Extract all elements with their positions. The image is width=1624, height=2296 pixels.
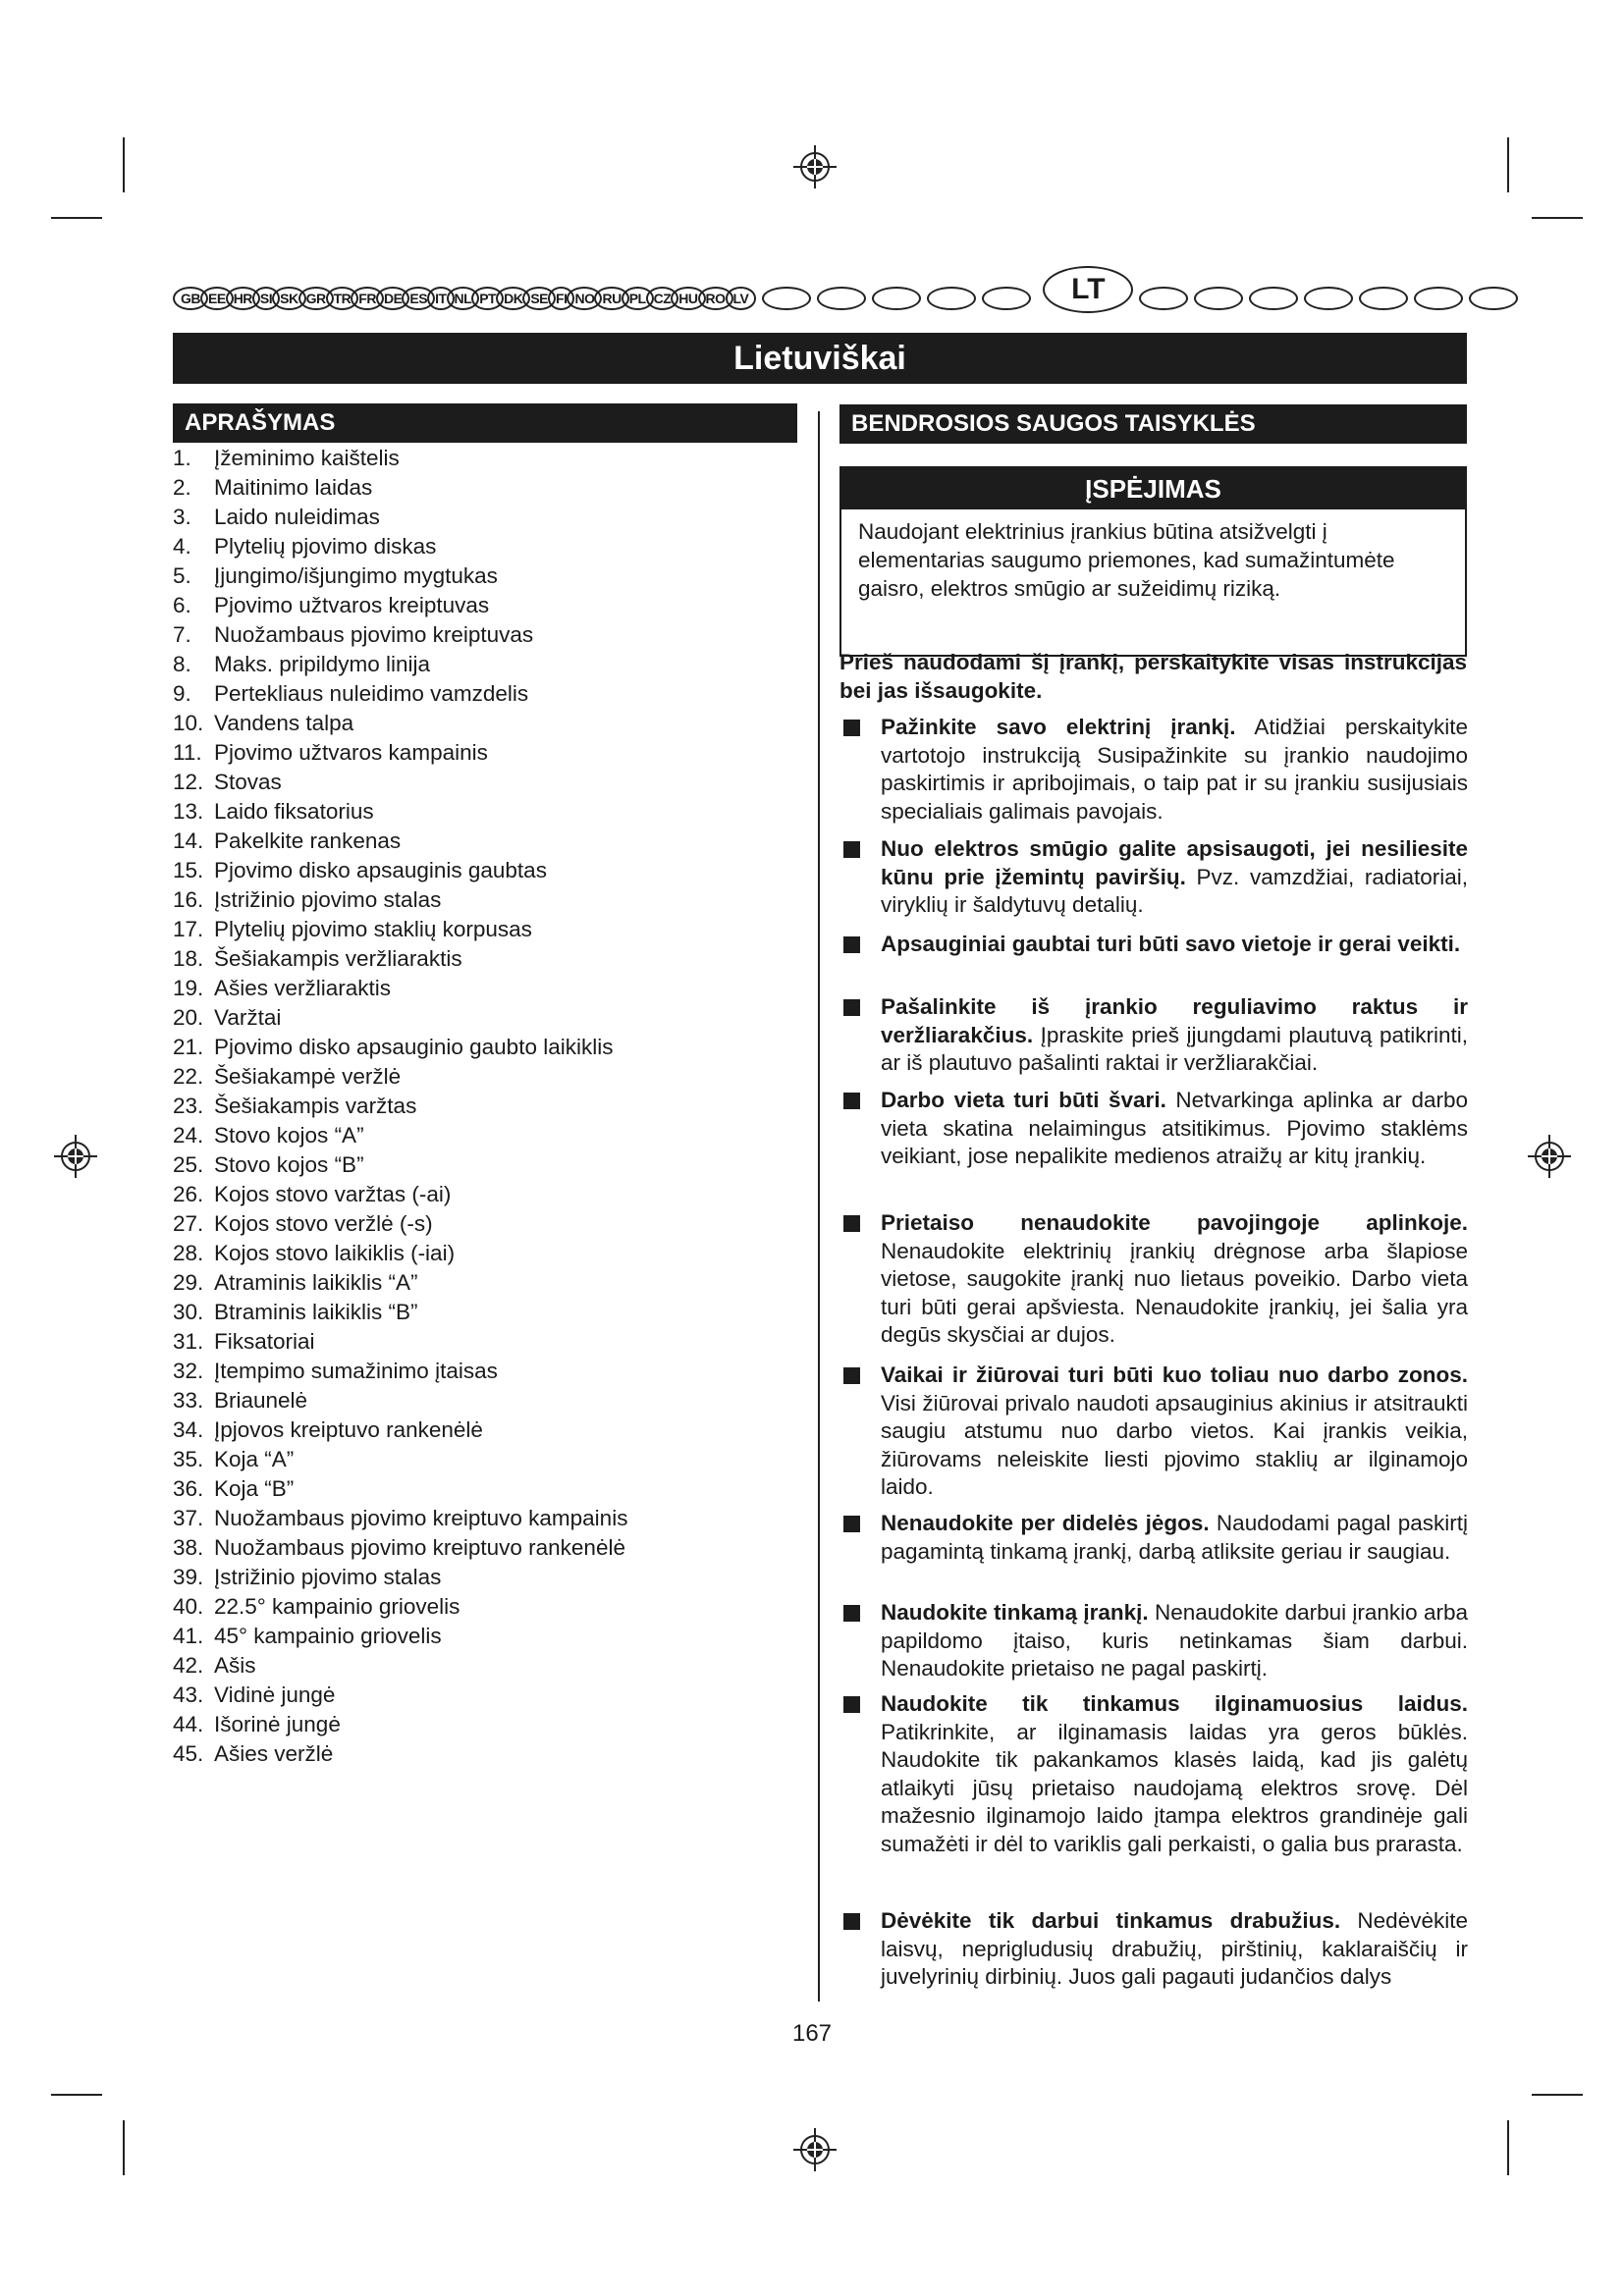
- bullet-icon: [843, 936, 860, 953]
- list-item-text: Šešiakampė veržlė: [214, 1064, 402, 1089]
- list-item-text: Btraminis laikiklis “B”: [214, 1300, 418, 1324]
- language-pill: IT: [427, 287, 454, 310]
- language-pill: HR: [226, 287, 260, 310]
- language-pill: ES: [402, 287, 435, 310]
- bullet-icon: [843, 1605, 860, 1622]
- list-item: [173, 1415, 801, 1445]
- language-pill-empty: [1304, 287, 1353, 310]
- language-pill-empty: [872, 287, 921, 310]
- list-item-number: 15.: [173, 858, 204, 882]
- list-item-text: Briaunelė: [214, 1388, 308, 1413]
- list-item: [173, 827, 801, 856]
- safety-rule-text: [881, 1209, 1468, 1350]
- list-item: [173, 1357, 801, 1386]
- safety-rule-text: [881, 1362, 1468, 1502]
- bullet-icon: [843, 720, 860, 736]
- language-pill-empty: [982, 287, 1031, 310]
- safety-rule-text: [881, 1907, 1468, 1992]
- safety-rule-text: [881, 931, 1468, 959]
- list-item: [173, 1092, 801, 1121]
- safety-rule-title: Darbo vieta turi būti švari.: [881, 1088, 1166, 1112]
- list-item-text: Pakelkite rankenas: [214, 828, 402, 853]
- list-item-number: 12.: [173, 770, 204, 794]
- list-item: [173, 1474, 801, 1504]
- list-item-number: 23.: [173, 1094, 204, 1118]
- list-item-text: Įstrižinio pjovimo stalas: [214, 1565, 442, 1589]
- language-pill: GR: [298, 287, 334, 310]
- list-item-number: 28.: [173, 1241, 204, 1265]
- column-divider: [818, 411, 820, 2002]
- list-item-number: 14.: [173, 828, 204, 853]
- bullet-icon: [843, 1516, 860, 1532]
- list-item-number: 4.: [173, 534, 191, 559]
- list-item: [173, 503, 801, 532]
- list-item-number: 27.: [173, 1211, 204, 1236]
- list-item-number: 3.: [173, 505, 191, 529]
- list-item-text: Atraminis laikiklis “A”: [214, 1270, 418, 1295]
- language-selector-bar: [173, 275, 1467, 322]
- list-item-text: Įtempimo sumažinimo įtaisas: [214, 1359, 498, 1383]
- safety-rule-body: Nenaudokite elektrinių įrankių drėgnose arba šlapiose vietose, saugokite įrankį nuo lietaus poveikio. Darbo vieta turi būti gerai apšviesta. Nenaudokite įrankių, jei šalia yra degūs skysčiai ar dujos.: [881, 1238, 1468, 1347]
- crop-mark: [1532, 217, 1583, 219]
- list-item: [173, 1681, 801, 1710]
- list-item-text: Išorinė jungė: [214, 1712, 341, 1736]
- list-item-number: 37.: [173, 1506, 204, 1530]
- list-item: [173, 532, 801, 561]
- language-pill-empty: [1469, 287, 1518, 310]
- language-pill: CZ: [646, 287, 679, 310]
- list-item: [173, 915, 801, 944]
- list-item-text: Pertekliaus nuleidimo vamzdelis: [214, 681, 529, 706]
- list-item-text: Pjovimo disko apsauginio gaubto laikiklis: [214, 1035, 614, 1059]
- list-item-number: 24.: [173, 1123, 204, 1148]
- crop-mark: [1532, 2094, 1583, 2096]
- list-item-text: Stovo kojos “A”: [214, 1123, 364, 1148]
- list-item-number: 45.: [173, 1741, 204, 1766]
- list-item: [173, 1062, 801, 1092]
- list-item-number: 38.: [173, 1535, 204, 1560]
- list-item: [173, 1739, 801, 1769]
- list-item-text: Stovas: [214, 770, 282, 794]
- registration-mark-icon: [1528, 1135, 1571, 1178]
- list-item: [173, 1033, 801, 1062]
- language-pill: FI: [548, 287, 574, 310]
- page-number: 167: [791, 2020, 833, 2047]
- list-item: [173, 1150, 801, 1180]
- list-item-number: 30.: [173, 1300, 204, 1324]
- safety-rule-text: [881, 835, 1468, 920]
- list-item: [173, 473, 801, 503]
- safety-rule-body: Naudodami pagal paskirtį pagamintą tinkamą įrankį, darbą atliksite geriau ir saugiau.: [881, 1511, 1468, 1564]
- bullet-icon: [843, 1093, 860, 1109]
- safety-rule-title: Vaikai ir žiūrovai turi būti kuo toliau nuo darbo zonos.: [881, 1362, 1468, 1387]
- list-item-text: Pjovimo disko apsauginis gaubtas: [214, 858, 547, 882]
- safety-rule-title: Nenaudokite per didelės jėgos.: [881, 1511, 1210, 1535]
- list-item: [173, 1327, 801, 1357]
- safety-rule: [839, 931, 1468, 959]
- safety-rule-title: Nuo elektros smūgio galite apsisaugoti, jei nesiliesite kūnu prie įžemintų paviršių.: [881, 836, 1468, 889]
- language-pill: GB: [173, 287, 208, 310]
- list-item-number: 35.: [173, 1447, 204, 1471]
- list-item-number: 43.: [173, 1682, 204, 1707]
- bullet-icon: [843, 1913, 860, 1930]
- crop-mark: [1507, 137, 1509, 192]
- list-item-number: 7.: [173, 622, 191, 647]
- safety-rule-body: Nenaudokite darbui įrankio arba papildomo įtaiso, kuris netinkamas šiam darbui. Nenaudokite prietaiso ne pagal paskirtį.: [881, 1600, 1468, 1681]
- list-item-text: Įstrižinio pjovimo stalas: [214, 887, 442, 912]
- list-item-text: 45° kampainio griovelis: [214, 1624, 442, 1648]
- safety-rule-body: Atidžiai perskaitykite vartotojo instrukciją Susipažinkite su įrankio naudojimo paskirtimis ir apribojimais, o taip pat ir su įrankiu susijusiais specialiais galimais pavojais.: [881, 715, 1468, 824]
- list-item-text: Pjovimo užtvaros kampainis: [214, 740, 488, 765]
- list-item-number: 5.: [173, 563, 191, 588]
- safety-rule-title: Prietaiso nenaudokite pavojingoje aplinkoje.: [881, 1210, 1468, 1235]
- list-item-number: 22.: [173, 1064, 204, 1089]
- safety-rule: [839, 1599, 1468, 1683]
- safety-rule-body: Patikrinkite, ar ilginamasis laidas yra geros būklės. Naudokite tik pakankamos klasės laidą, kad jis galėtų atlaikyti jūsų prietaiso naudojamą elektros srovę. Dėl mažesnio ilginamojo laido įtampa elektros grandinėje gali sumažėti ir dėl to variklis gali perkaisti, o galia bus prarasta.: [881, 1719, 1468, 1856]
- list-item-number: 32.: [173, 1359, 204, 1383]
- list-item: [173, 679, 801, 709]
- language-pills: [173, 273, 1524, 313]
- safety-rule-text: [881, 1087, 1468, 1171]
- list-item-number: 29.: [173, 1270, 204, 1295]
- language-pill: NL: [447, 287, 480, 310]
- language-pill: DE: [376, 287, 409, 310]
- list-item: [173, 856, 801, 885]
- language-pill: PL: [622, 287, 654, 310]
- list-item-text: Vidinė jungė: [214, 1682, 336, 1707]
- warning-text: Naudojant elektrinius įrankius būtina atsižvelgti į elementarias saugumo priemones, kad sumažintumėte gaisro, elektros smūgio ar sužeidimų riziką.: [858, 519, 1395, 601]
- safety-rule-title: Dėvėkite tik darbui tinkamus drabužius.: [881, 1908, 1341, 1933]
- crop-mark: [51, 2094, 102, 2096]
- safety-rule: [839, 835, 1468, 920]
- registration-mark-icon: [54, 1135, 97, 1178]
- language-pill: LV: [726, 287, 757, 310]
- list-item: [173, 650, 801, 679]
- language-pill: NO: [567, 287, 602, 310]
- list-item: [173, 1651, 801, 1681]
- list-item-text: Kojos stovo veržlė (-s): [214, 1211, 433, 1236]
- list-item: [173, 1268, 801, 1298]
- safety-rule-body: Netvarkinga aplinka ar darbo vieta skatina nelaimingus atsitikimus. Pjovimo staklėms veikiant, jose nepalikite medienos atraižų ar kitų įrankių.: [881, 1088, 1468, 1168]
- warning-title: [841, 468, 1465, 509]
- description-heading: APRAŠYMAS: [173, 403, 797, 443]
- list-item-number: 2.: [173, 475, 191, 500]
- language-pill-empty: [1249, 287, 1298, 310]
- bullet-icon: [843, 1696, 860, 1713]
- list-item-number: 31.: [173, 1329, 204, 1354]
- list-item-number: 42.: [173, 1653, 204, 1678]
- warning-box: [839, 466, 1467, 657]
- list-item-text: Šešiakampis varžtas: [214, 1094, 417, 1118]
- language-pill-empty: [1139, 287, 1188, 310]
- list-item-number: 41.: [173, 1624, 204, 1648]
- safety-rule-body: Visi žiūrovai privalo naudoti apsauginius akinius ir atsitraukti saugiu atstumu nuo darbo vietos. Kai įrankis veikia, žiūrovams neleiskite liesti pjovimo staklių ar ilginamojo laido.: [881, 1390, 1468, 1499]
- language-pill: FR: [351, 287, 384, 310]
- list-item-number: 11.: [173, 740, 202, 765]
- list-item: [173, 1121, 801, 1150]
- list-item-text: Ašis: [214, 1653, 256, 1678]
- list-item-text: Įpjovos kreiptuvo rankenėlė: [214, 1417, 483, 1442]
- list-item-text: Įžeminimo kaištelis: [214, 446, 400, 470]
- list-item-number: 26.: [173, 1182, 204, 1206]
- list-item-text: Stovo kojos “B”: [214, 1152, 364, 1177]
- list-item-text: Koja “A”: [214, 1447, 295, 1471]
- list-item-text: Maks. pripildymo linija: [214, 652, 431, 676]
- list-item: [173, 1239, 801, 1268]
- list-item-text: Ašies veržliaraktis: [214, 976, 392, 1000]
- list-item: [173, 1710, 801, 1739]
- language-pill: TR: [326, 287, 359, 310]
- list-item: [173, 944, 801, 974]
- list-item: [173, 1180, 801, 1209]
- parts-list: [173, 444, 801, 1769]
- list-item: [173, 885, 801, 915]
- safety-rule-body: Nedėvėkite laisvų, neprigludusių drabužių, pirštinių, kaklaraiščių ir juvelyrinių dirbinių. Juos gali pagauti judančios dalys: [881, 1908, 1468, 1989]
- list-item: [173, 738, 801, 768]
- list-item-text: Varžtai: [214, 1005, 282, 1030]
- list-item: [173, 1003, 801, 1033]
- list-item-number: 40.: [173, 1594, 204, 1619]
- language-pill: DK: [496, 287, 530, 310]
- registration-mark-icon: [793, 145, 837, 188]
- list-item: [173, 974, 801, 1003]
- list-item-text: Laido nuleidimas: [214, 505, 380, 529]
- list-item-number: 21.: [173, 1035, 204, 1059]
- safety-rule-text: [881, 714, 1468, 826]
- language-pill-empty: [927, 287, 976, 310]
- safety-rule: [839, 714, 1468, 826]
- safety-rule: [839, 1907, 1468, 1992]
- safety-rule-body: Pvz. vamzdžiai, radiatoriai, viryklių ir šaldytuvų detalių.: [881, 864, 1468, 917]
- safety-rule: [839, 1510, 1468, 1566]
- safety-rule: [839, 1209, 1468, 1350]
- crop-mark: [123, 137, 125, 192]
- list-item-text: 22.5° kampainio griovelis: [214, 1594, 460, 1619]
- safety-rule: [839, 1690, 1468, 1858]
- list-item-number: 16.: [173, 887, 204, 912]
- list-item-text: Koja “B”: [214, 1476, 295, 1501]
- list-item: [173, 561, 801, 591]
- list-item: [173, 1504, 801, 1533]
- language-pill: SI: [252, 287, 280, 310]
- list-item-number: 36.: [173, 1476, 204, 1501]
- list-item-text: Laido fiksatorius: [214, 799, 374, 824]
- list-item-text: Įjungimo/išjungimo mygtukas: [214, 563, 498, 588]
- safety-rule-title: Pašalinkite iš įrankio reguliavimo raktus ir veržliarakčius.: [881, 994, 1468, 1047]
- list-item: [173, 1209, 801, 1239]
- list-item-number: 6.: [173, 593, 191, 617]
- crop-mark: [1507, 2120, 1509, 2175]
- bullet-icon: [843, 841, 860, 858]
- list-item-text: Kojos stovo laikiklis (-iai): [214, 1241, 456, 1265]
- safety-rule-title: Naudokite tik tinkamus ilginamuosius laidus.: [881, 1691, 1468, 1716]
- list-item-number: 25.: [173, 1152, 204, 1177]
- safety-intro: Prieš naudodami šį įrankį, perskaitykite visas instrukcijas bei jas išsaugokite.: [839, 650, 1467, 703]
- list-item-number: 19.: [173, 976, 204, 1000]
- warning-title-text: ĮSPĖJIMAS: [1085, 473, 1221, 504]
- list-item-text: Plytelių pjovimo diskas: [214, 534, 437, 559]
- crop-mark: [51, 217, 102, 219]
- list-item-number: 9.: [173, 681, 191, 706]
- crop-mark: [123, 2120, 125, 2175]
- registration-mark-icon: [793, 2128, 837, 2171]
- language-pill: PT: [471, 287, 504, 310]
- language-pill-empty: [1194, 287, 1243, 310]
- list-item-text: Vandens talpa: [214, 711, 354, 735]
- list-item-text: Pjovimo užtvaros kreiptuvas: [214, 593, 490, 617]
- page-title: Lietuviškai: [173, 333, 1467, 384]
- list-item-number: 13.: [173, 799, 204, 824]
- list-item: [173, 1592, 801, 1622]
- list-item-text: Nuožambaus pjovimo kreiptuvas: [214, 622, 534, 647]
- list-item: [173, 1298, 801, 1327]
- list-item-number: 8.: [173, 652, 191, 676]
- list-item-text: Šešiakampis veržliaraktis: [214, 946, 462, 971]
- list-item-text: Fiksatoriai: [214, 1329, 315, 1354]
- bullet-icon: [843, 1367, 860, 1384]
- safety-rule-text: [881, 1690, 1468, 1858]
- list-item: [173, 591, 801, 620]
- list-item-number: 17.: [173, 917, 204, 941]
- list-item-text: Nuožambaus pjovimo kreiptuvo rankenėlė: [214, 1535, 625, 1560]
- safety-rule-text: [881, 1510, 1468, 1566]
- current-language-badge: LT: [1043, 266, 1133, 313]
- list-item: [173, 1386, 801, 1415]
- language-pill: EE: [200, 287, 234, 310]
- bullet-icon: [843, 999, 860, 1016]
- list-item: [173, 1533, 801, 1563]
- language-pill: SE: [522, 287, 556, 310]
- safety-rule: [839, 993, 1468, 1078]
- language-pill: SK: [272, 287, 305, 310]
- list-item-text: Plytelių pjovimo staklių korpusas: [214, 917, 532, 941]
- language-pill-empty: [1414, 287, 1463, 310]
- list-item: [173, 1563, 801, 1592]
- list-item-text: Ašies veržlė: [214, 1741, 334, 1766]
- list-item-text: Kojos stovo varžtas (-ai): [214, 1182, 452, 1206]
- list-item-number: 39.: [173, 1565, 204, 1589]
- list-item: [173, 768, 801, 797]
- language-pill: RO: [698, 287, 733, 310]
- list-item: [173, 709, 801, 738]
- language-pill: HU: [671, 287, 705, 310]
- list-item: [173, 444, 801, 473]
- list-item-number: 18.: [173, 946, 204, 971]
- list-item-number: 33.: [173, 1388, 204, 1413]
- safety-rule-text: [881, 1599, 1468, 1683]
- safety-rule-body: Įpraskite prieš įjungdami plautuvą patikrinti, ar iš plautuvo pašalinti raktai ir veržliarakčiai.: [881, 1022, 1468, 1075]
- list-item-text: Nuožambaus pjovimo kreiptuvo kampainis: [214, 1506, 628, 1530]
- language-pill-empty: [762, 287, 811, 310]
- list-item: [173, 1622, 801, 1651]
- safety-rule-title: Apsauginiai gaubtai turi būti savo vietoje ir gerai veikti.: [881, 932, 1461, 956]
- safety-rule-text: [881, 993, 1468, 1078]
- safety-rule: [839, 1087, 1468, 1171]
- list-item-number: 1.: [173, 446, 191, 470]
- bullet-icon: [843, 1215, 860, 1232]
- list-item: [173, 797, 801, 827]
- safety-rule-title: Pažinkite savo elektrinį įrankį.: [881, 715, 1236, 739]
- list-item-number: 10.: [173, 711, 204, 735]
- language-pill: RU: [594, 287, 628, 310]
- language-pill-empty: [1359, 287, 1408, 310]
- list-item-number: 34.: [173, 1417, 204, 1442]
- list-item: [173, 1445, 801, 1474]
- safety-rule-title: Naudokite tinkamą įrankį.: [881, 1600, 1149, 1625]
- list-item: [173, 620, 801, 650]
- safety-rule: [839, 1362, 1468, 1502]
- safety-rules-heading: BENDROSIOS SAUGOS TAISYKLĖS: [839, 404, 1467, 444]
- list-item-number: 20.: [173, 1005, 204, 1030]
- language-pill-empty: [817, 287, 866, 310]
- list-item-text: Maitinimo laidas: [214, 475, 373, 500]
- list-item-number: 44.: [173, 1712, 204, 1736]
